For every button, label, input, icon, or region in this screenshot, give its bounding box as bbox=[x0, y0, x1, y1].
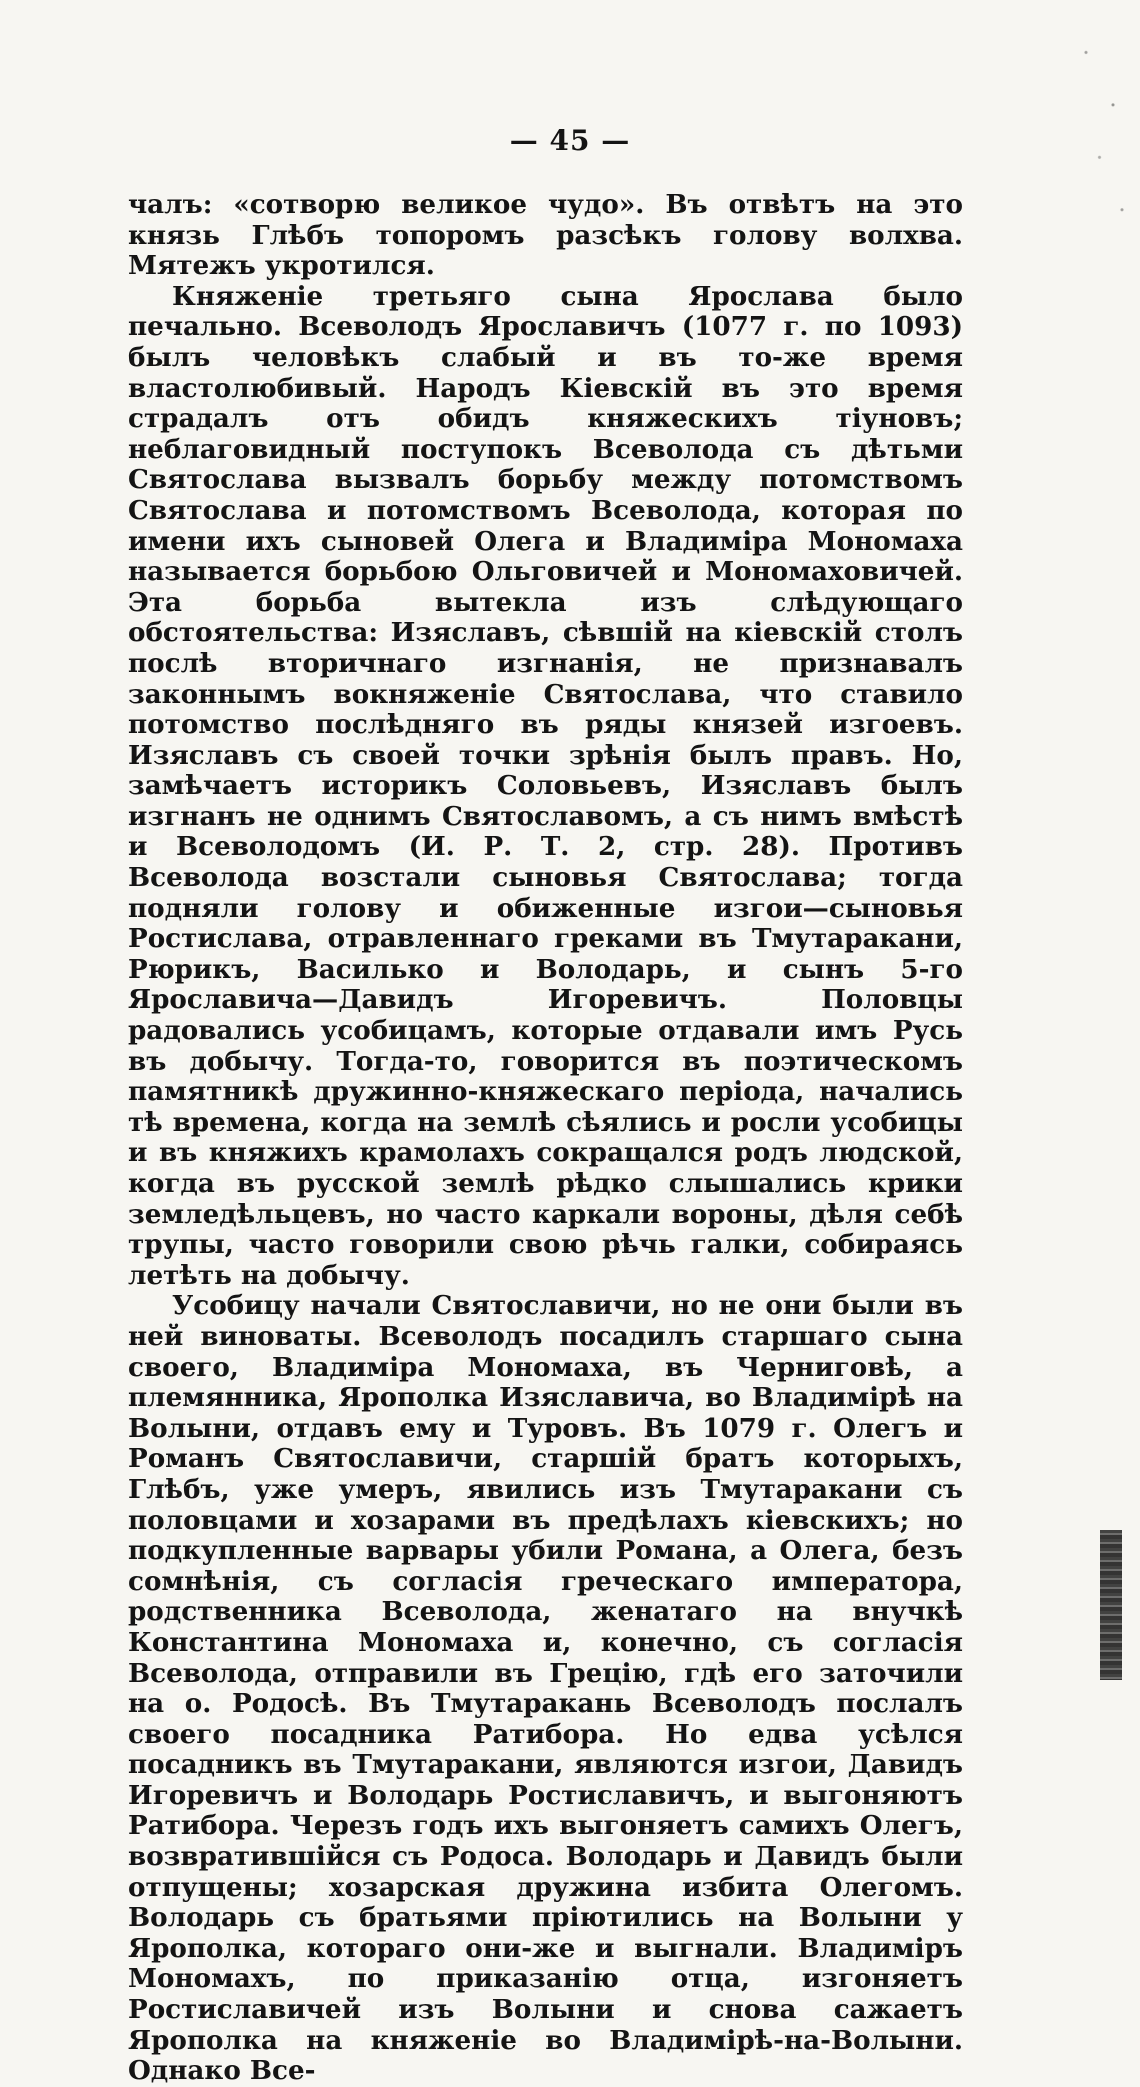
paragraph-3: Усобицу начали Святославичи, но не они были въ ней виноваты. Всеволодъ посадилъ старшаго сына своего, Владиміра Мономаха, въ Черниговѣ, а племянника, Ярополка Изяславича, во Владимірѣ на Волыни, отдавъ ему и Туровъ. Въ 1079 г. Олегъ и Романъ Святославичи, старшій братъ которыхъ, Глѣбъ, уже умеръ, явились изъ Тмутаракани съ половцами и хозарами въ предѣлахъ кіевскихъ; но подкупленные варвары убили Романа, а Олега, безъ сомнѣнія, съ согласія греческаго императора, родственника Всеволода, женатаго на внучкѣ Константина Мономаха и, конечно, съ согласія Всеволода, отправили въ Грецію, гдѣ его заточили на о. Родосѣ. Въ Тмутаракань Всеволодъ послалъ своего посадника Ратибора. Но едва усѣлся посадникъ въ Тмутаракани, являются изгои, Давидъ Игоревичъ и Володарь Ростиславичъ, и выгоняютъ Ратибора. Черезъ годъ ихъ выгоняетъ самихъ Олегъ, возвратившійся съ Родоса. Володарь и Давидъ были отпущены; хозарская дружина избита Олегомъ. Володарь съ братьями пріютились на Волыни у Ярополка, котораго они-же и выгнали. Владиміръ Мономахъ, по приказанію отца, изгоняетъ Ростиславичей изъ Волыни и снова сажаетъ Ярополка на княженіе во Владимірѣ-на-Волыни. Однако Все- bbox=[128, 1290, 963, 2087]
scan-edge-noise bbox=[1050, 0, 1140, 1748]
paragraph-1: чалъ: «сотворю великое чудо». Въ отвѣтъ на это князь Глѣбъ топоромъ разсѣкъ голову волхва. Мятежъ укротился. bbox=[128, 189, 963, 282]
scan-edge-mark bbox=[1100, 1530, 1122, 1680]
page-number: — 45 — bbox=[509, 124, 631, 157]
paragraph-2: Княженіе третьяго сына Ярослава было печально. Всеволодъ Ярославичъ (1077 г. по 1093) былъ человѣкъ слабый и въ то-же время властолюбивый. Народъ Кіевскій въ это время страдалъ отъ обидъ княжескихъ тіуновъ; неблаговидный поступокъ Всеволода съ дѣтьми Святослава вызвалъ борьбу между потомствомъ Святослава и потомствомъ Всеволода, которая по имени ихъ сыновей Олега и Владиміра Мономаха называется борьбою Ольговичей и Мономаховичей. Эта борьба вытекла изъ слѣдующаго обстоятельства: Изяславъ, сѣвшій на кіевскій столъ послѣ вторичнаго изгнанія, не признавалъ законнымъ вокняженіе Святослава, что ставило потомство послѣдняго въ ряды князей изгоевъ. Изяславъ съ своей точки зрѣнія былъ правъ. Но, замѣчаетъ историкъ Соловьевъ, Изяславъ былъ изгнанъ не однимъ Святославомъ, а съ нимъ вмѣстѣ и Всеволодомъ (И. Р. Т. 2, стр. 28). Противъ Всеволода возстали сыновья Святослава; тогда подняли голову и обиженные изгои—сыновья Ростислава, отравленнаго греками въ Тмутаракани, Рюрикъ, Василько и Володарь, и сынъ 5-го Ярославича—Давидъ Игоревичъ. Половцы радовались усобицамъ, которые отдавали имъ Русь въ добычу. Тогда-то, говорится въ поэтическомъ памятникѣ дружинно-княжескаго періода, начались тѣ времена, когда на землѣ сѣялись и росли усобицы и въ княжихъ крамолахъ сокращался родъ людской, когда въ русской землѣ рѣдко слышались крики земледѣльцевъ, но часто каркали вороны, дѣля себѣ трупы, часто говорили свою рѣчь галки, собираясь летѣть на добычу. bbox=[128, 280, 963, 1291]
body-text bbox=[128, 190, 963, 2087]
